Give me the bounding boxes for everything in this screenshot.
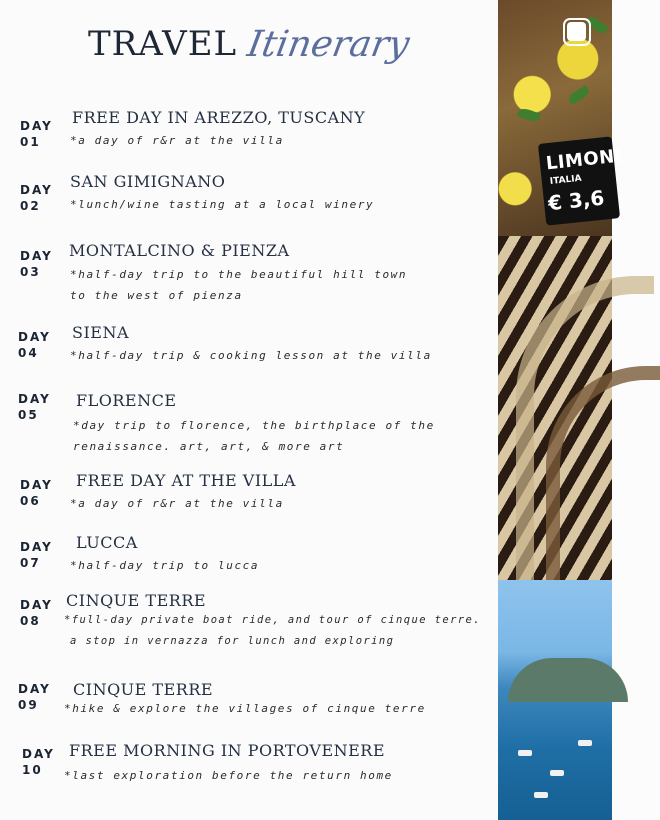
leaf-shape <box>517 107 541 124</box>
boat-shape <box>518 750 532 756</box>
day-note-line: *lunch/wine tasting at a local winery <box>70 198 375 211</box>
day-note-line: *last exploration before the return home <box>64 769 393 782</box>
day-number: 06 <box>20 494 41 508</box>
day-number: 03 <box>20 265 41 279</box>
day-label: DAY <box>18 330 51 344</box>
day-title: FREE DAY IN AREZZO, TUSCANY <box>72 108 366 127</box>
day-label: DAY <box>20 598 53 612</box>
photo-strip <box>498 0 623 820</box>
day-number: 04 <box>18 346 39 360</box>
title-main: TRAVEL <box>88 24 238 64</box>
day-note <box>70 555 259 576</box>
instagram-multi-post-icon-inner <box>567 22 586 41</box>
day-title: FREE MORNING IN PORTOVENERE <box>69 741 386 760</box>
day-number: 08 <box>20 614 41 628</box>
cathedral-photo <box>498 236 612 580</box>
sign-word: LIMONI <box>544 145 623 175</box>
hill-shape <box>508 658 628 702</box>
boat-shape <box>578 740 592 746</box>
day-tag <box>20 477 53 509</box>
day-note-line: *half-day trip to the beautiful hill town <box>70 268 408 281</box>
day-note-line: *half-day trip to lucca <box>70 559 260 572</box>
day-note <box>70 345 432 366</box>
lemon-price-sign <box>538 136 623 225</box>
sign-price: € 3,6 <box>546 185 606 216</box>
day-tag <box>18 391 51 423</box>
day-number: 02 <box>20 199 41 213</box>
day-label: DAY <box>20 478 53 492</box>
day-note <box>70 493 284 514</box>
day-number: 05 <box>18 408 39 422</box>
day-label: DAY <box>20 540 53 554</box>
title-script: Itinerary <box>244 24 413 65</box>
day-note <box>64 698 426 719</box>
boat-shape <box>534 792 548 798</box>
day-tag <box>20 182 53 214</box>
day-title: LUCCA <box>76 533 138 552</box>
day-tag <box>22 746 55 778</box>
sign-origin: ITALIA <box>549 173 583 188</box>
day-title: CINQUE TERRE <box>73 680 214 699</box>
lemons-photo <box>498 0 623 236</box>
day-note-line: to the west of pienza <box>70 289 243 302</box>
day-note <box>64 765 393 786</box>
day-note-line: renaissance. art, art, & more art <box>73 440 345 453</box>
day-tag <box>18 681 51 713</box>
day-label: DAY <box>18 682 51 696</box>
day-number: 01 <box>20 135 41 149</box>
day-label: DAY <box>20 249 53 263</box>
day-label: DAY <box>18 392 51 406</box>
day-label: DAY <box>20 119 53 133</box>
day-number: 10 <box>22 763 43 777</box>
day-number: 09 <box>18 698 39 712</box>
day-tag <box>18 329 51 361</box>
day-number: 07 <box>20 556 41 570</box>
leaf-shape <box>567 85 591 105</box>
day-note-line: *half-day trip & cooking lesson at the villa <box>70 349 432 362</box>
day-title: SIENA <box>72 323 130 342</box>
day-note-line: *full-day private boat ride, and tour of cinque terre. <box>64 614 481 626</box>
day-label: DAY <box>22 747 55 761</box>
day-tag <box>20 118 53 150</box>
instagram-multi-post-icon <box>563 18 591 46</box>
day-title: FLORENCE <box>76 391 177 410</box>
day-note-line: *day trip to florence, the birthplace of the <box>73 419 435 432</box>
coast-photo <box>498 580 612 820</box>
day-note-line: *hike & explore the villages of cinque terre <box>64 702 426 715</box>
boat-shape <box>550 770 564 776</box>
day-tag <box>20 539 53 571</box>
day-label: DAY <box>20 183 53 197</box>
day-tag <box>20 248 53 280</box>
day-title: CINQUE TERRE <box>66 591 207 610</box>
day-note-line: a stop in vernazza for lunch and exploring <box>70 635 395 647</box>
day-note <box>70 130 284 151</box>
day-note <box>70 194 374 215</box>
page-title <box>88 18 488 78</box>
day-note <box>64 610 481 652</box>
day-title: SAN GIMIGNANO <box>70 172 226 191</box>
day-title: FREE DAY AT THE VILLA <box>76 471 296 490</box>
day-note-line: *a day of r&r at the villa <box>70 497 284 510</box>
day-note <box>70 264 407 306</box>
day-note <box>73 415 435 457</box>
day-note-line: *a day of r&r at the villa <box>70 134 284 147</box>
day-tag <box>20 597 53 629</box>
day-title: MONTALCINO & PIENZA <box>69 241 290 260</box>
